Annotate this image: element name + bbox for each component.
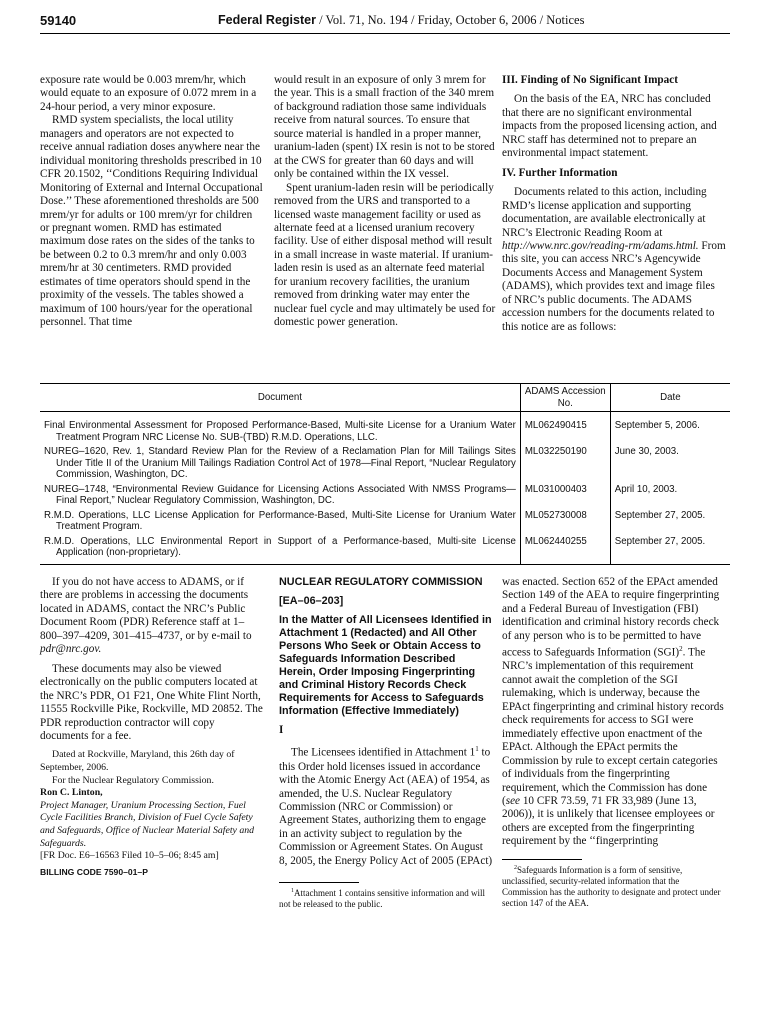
footnote-rule (279, 882, 359, 883)
top-column-3 (502, 74, 726, 334)
adams-cell: ML052730008 (520, 508, 610, 534)
publication-line (218, 13, 584, 28)
footnote-text: Safeguards Information is a form of sensitive, unclassified, security-related information that the Commission has the authority to designate and protect under section 147 of the AEA. (502, 864, 721, 908)
for-commission-line: For the Nuclear Regulatory Commission. (52, 774, 214, 786)
table-row (40, 444, 730, 482)
paragraph (279, 743, 494, 868)
section-heading: III. Finding of No Significant Impact (502, 74, 678, 86)
section-heading: IV. Further Information (502, 166, 618, 179)
column-header-document: Document (40, 384, 520, 412)
paragraph: RMD system specialists, the local utility managers and operators are not expected to receive annual radiation doses anywhere near the individual monitoring thresholds prescribed in 10 CFR 20.1502, ‘‘Conditions Requiring Individual Monitoring of External and Internal Occupational Dose.’’ These aforementioned thresholds are 500 mrem/yr for adults or 100 mrem/yr for children or pregnant women. RMD has estimated maximum dose rates on the sides of the tanks to be between 0.2 to 0.3 mrem/hr and only 0.003 mrem/hr at 30 centimeters. RMD provided estimates of time operators should spend in the proximity of the vessels. The tables showed a maximum of 100 hours/year for the operational personnel. That time (40, 114, 263, 329)
table-row (40, 482, 730, 508)
paragraph (502, 576, 726, 849)
paragraph: Spent uranium-laden resin will be periodically removed from the URS and transported to a licensed waste management facility or used as alternate feed at a licensed uranium recovery facility. Use of either disposal method will result in a small increase in waste material. If uranium-laden resin is used as an alternate feed material for uranium recovery facilities, the uranium removed from drinking water may enter the nuclear fuel cycle and may ultimately be used for domestic power generation. (274, 181, 496, 329)
table-header-row (40, 384, 730, 412)
paragraph: exposure rate would be 0.003 mrem/hr, which would equate to an exposure of 0.072 mrem in a 24-hour period, a very minor exposure. (40, 74, 257, 113)
document-cell: NUREG–1620, Rev. 1, Standard Review Plan for the Review of a Reclamation Plan for Mill Tailings Sites Under Title II of the Uranium Mill Tailings Radiation Control Act of 1978—Final Report, “Nuclear Regulatory Commission, Washington, DC. (40, 444, 520, 482)
footnote (502, 863, 726, 909)
text: was enacted. Section 652 of the EPAct amended Section 149 of the AEA to require fingerprinting and a Federal Bureau of Investigation (FBI) identification and criminal history records check of any person who is to be permitted to have access to Safeguards Information (SGI) (502, 576, 720, 659)
issue-info: / Vol. 71, No. 194 / Friday, October 6, 2006 / Notices (319, 13, 585, 27)
adams-cell: ML032250190 (520, 444, 610, 482)
text: The Licensees identified in Attachment 1 (291, 747, 476, 760)
docket-number: [EA–06–203] (279, 595, 344, 607)
footnote-reference: 1 (475, 745, 479, 754)
page-header (40, 11, 730, 34)
table-row (40, 508, 730, 534)
order-title: In the Matter of All Licensees Identified in Attachment 1 (Redacted) and All Other Persons Who Seek or Obtain Access to Safeguards Information Described Herein, Order Imposing Fingerprinting and Criminal History Records Check Requirements for Access to Safeguards Information (Effective Immediately) (279, 614, 492, 717)
paragraph: On the basis of the EA, NRC has concluded that there are no significant environmental impacts from the proposed licensing action, and NRC staff has determined not to prepare an environmental impact statement. (502, 93, 717, 160)
text: to this Order hold licenses issued in accordance with the Atomic Energy Act (AEA) of 1954, as amended, the U.S. Nuclear Regulatory Commission (NRC or Commission) or Agreement States, authorizing them to engage in an activity subject to regulation by the Commission or Agreement States. On August 8, 2005, the Energy Policy Act of 2005 (EPAct) (279, 747, 493, 867)
footnote-reference: 2 (679, 645, 683, 654)
adams-cell: ML031000403 (520, 482, 610, 508)
paragraph: would result in an exposure of only 3 mrem for the year. This is a small fraction of the 340 mrem of background radiation those same individuals receive from natural sources. To ensure that source material is handled in a proper manner, uranium-laden (spent) IX resin is not to be stored at the CWS for greater than 60 days and will only be contained within the IX vessel. (274, 74, 495, 181)
documents-table (40, 383, 730, 565)
page-number: 59140 (40, 13, 77, 28)
paragraph (502, 186, 726, 334)
paragraph: These documents may also be viewed electronically on the public computers located at the NRC’s PDR, O1 F21, One White Flint North, 11555 Rockville Pike, Rockville, MD 20852. The PDR reproduction contractor will copy documents for a fee. (40, 662, 263, 742)
top-column-2 (274, 74, 496, 330)
text: From this site, you can access NRC’s Agencywide Documents Access and Management System (ADAMS), which provides text and image files of NRC’s public documents. The ADAMS accession numbers for the documents related to this notice are as follows: (502, 239, 726, 333)
date-cell: April 10, 2003. (614, 483, 678, 495)
date-cell: September 27, 2005. (610, 534, 730, 565)
bottom-column-1 (40, 576, 264, 879)
billing-code: BILLING CODE 7590–01–P (40, 866, 148, 877)
footnote-number: 2 (514, 864, 517, 871)
adams-cell: ML062490415 (520, 412, 610, 445)
text: . The NRC’s implementation of this requirement cannot await the completion of the SGI rulemaking, which is underway, because the EPAct fingerprinting and criminal history records check requirements for access to SGI were immediately effective upon enactment of the EPAct. Although the EPAct permits the Commission by rule to except certain categories of individuals from the fingerprinting requirement, which the Commission has done ( (502, 647, 724, 807)
table-row (40, 412, 730, 445)
date-cell: September 5, 2006. (614, 420, 700, 431)
table-row (40, 534, 730, 565)
section-number: I (279, 724, 284, 736)
column-header-adams: ADAMS Accession No. (520, 384, 610, 412)
text: 10 CFR 73.59, 71 FR 33,989 (June 13, 2006)), it is unlikely that licensee employees or others are excepted from the fingerprinting requirement by the ‘‘fingerprinting (502, 794, 715, 848)
footnote-text: Attachment 1 contains sensitive information and will not be released to the public. (279, 888, 485, 910)
date-cell: September 27, 2005. (614, 509, 706, 521)
see-text: see (505, 794, 521, 807)
publication-name: Federal Register (218, 13, 316, 27)
signer-name: Ron C. Linton, (40, 787, 103, 799)
fr-doc-line: [FR Doc. E6–16563 Filed 10–5–06; 8:45 am] (40, 850, 219, 862)
agency-name: NUCLEAR REGULATORY COMMISSION (279, 576, 483, 588)
adams-cell: ML062440255 (520, 534, 610, 565)
email-link[interactable]: pdr@nrc.gov. (40, 643, 102, 656)
document-cell: R.M.D. Operations, LLC Environmental Report in Support of a Performance-based, Multi-site License Application (non-proprietary). (40, 534, 520, 565)
column-header-date: Date (610, 384, 730, 412)
bottom-column-2 (279, 576, 494, 910)
top-column-1 (40, 74, 264, 330)
footnote (279, 886, 494, 910)
text: Documents related to this action, including RMD’s license application and supporting documentation, are available electronically at NRC’s Electronic Reading Room at (502, 186, 707, 239)
document-cell: Final Environmental Assessment for Proposed Performance-Based, Multi-site License for a Uranium Water Treatment Program NRC License No. SUB-(TBD) R.M.D. Operations, LLC. (40, 412, 520, 445)
signer-title: Project Manager, Uranium Processing Section, Fuel Cycle Facilities Branch, Division of Fuel Cycle Safety and Safeguards, Office of Nuclear Material Safety and Safeguards. (40, 799, 255, 849)
document-cell: R.M.D. Operations, LLC License Application for Performance-Based, Multi-Site License for Uranium Water Treatment Program. (40, 508, 520, 534)
adams-link[interactable]: http://www.nrc.gov/reading-rm/adams.html. (502, 239, 699, 252)
footnote-rule (502, 859, 582, 860)
text: If you do not have access to ADAMS, or if there are problems in accessing the documents located in ADAMS, contact the NRC’s Public Document Room (PDR) Reference staff at 1–800–397–4209, 301–415–4737, or by e-mail to (40, 576, 252, 642)
document-cell: NUREG–1748, “Environmental Review Guidance for Licensing Actions Associated With NMSS Programs—Final Report,” Nuclear Regulatory Commission, Washington, DC. (40, 482, 520, 508)
date-cell: June 30, 2003. (614, 446, 679, 457)
dated-line: Dated at Rockville, Maryland, this 26th day of September, 2006. (40, 749, 235, 774)
bottom-column-3 (502, 576, 726, 909)
paragraph (40, 576, 264, 657)
footnote-number: 1 (291, 888, 294, 895)
